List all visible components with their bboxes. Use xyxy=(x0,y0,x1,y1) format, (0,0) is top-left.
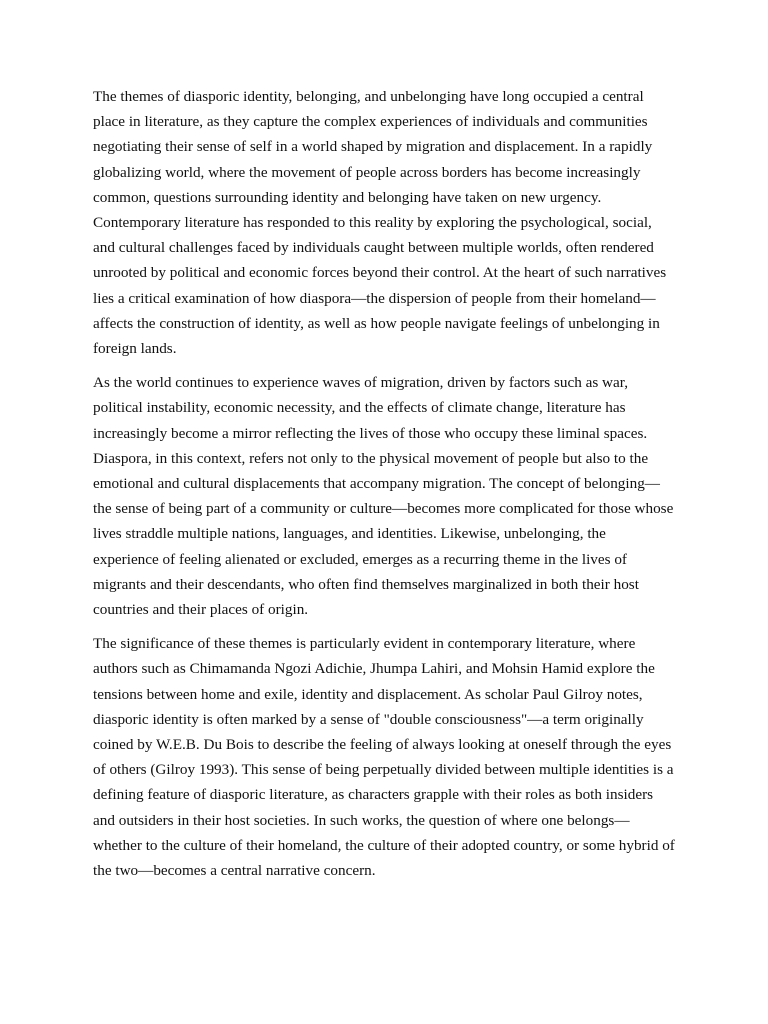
paragraph-2: As the world continues to experience waves of migration, driven by factors such as war, political instability, economic necessity, and the effects of climate change, literature has increasingly become a mirror reflecting the lives of those who occupy these liminal spaces. Diaspora, in this context, refers not only to the physical movement of people but also to the emotional and cultural displacements that accompany migration. The concept of belonging—the sense of being part of a community or culture—becomes more complicated for those whose lives straddle multiple nations, languages, and identities. Likewise, unbelonging, the experience of feeling alienated or excluded, emerges as a recurring theme in the lives of migrants and their descendants, who often find themselves marginalized in both their host countries and their places of origin. xyxy=(93,374,674,619)
paragraph-1: The themes of diasporic identity, belonging, and unbelonging have long occupied a central place in literature, as they capture the complex experiences of individuals and communities negotiating their sense of self in a world shaped by migration and displacement. In a rapidly globalizing world, where the movement of people across borders has become increasingly common, questions surrounding identity and belonging have taken on new urgency. Contemporary literature has responded to this reality by exploring the psychological, social, and cultural challenges faced by individuals caught between multiple worlds, often rendered unrooted by political and economic forces beyond their control. At the heart of such narratives lies a critical examination of how diaspora—the dispersion of people from their homeland—affects the construction of identity, as well as how people navigate feelings of unbelonging in foreign lands. xyxy=(93,88,667,358)
document-body xyxy=(93,84,675,892)
paragraph-3: The significance of these themes is particularly evident in contemporary literature, where authors such as Chimamanda Ngozi Adichie, Jhumpa Lahiri, and Mohsin Hamid explore the tensions between home and exile, identity and displacement. As scholar Paul Gilroy notes, diasporic identity is often marked by a sense of "double consciousness"—a term originally coined by W.E.B. Du Bois to describe the feeling of always looking at oneself through the eyes of others (Gilroy 1993). This sense of being perpetually divided between multiple identities is a defining feature of diasporic literature, as characters grapple with their roles as both insiders and outsiders in their host societies. In such works, the question of where one belongs—whether to the culture of their homeland, the culture of their adopted country, or some hybrid of the two—becomes a central narrative concern. xyxy=(93,635,675,880)
